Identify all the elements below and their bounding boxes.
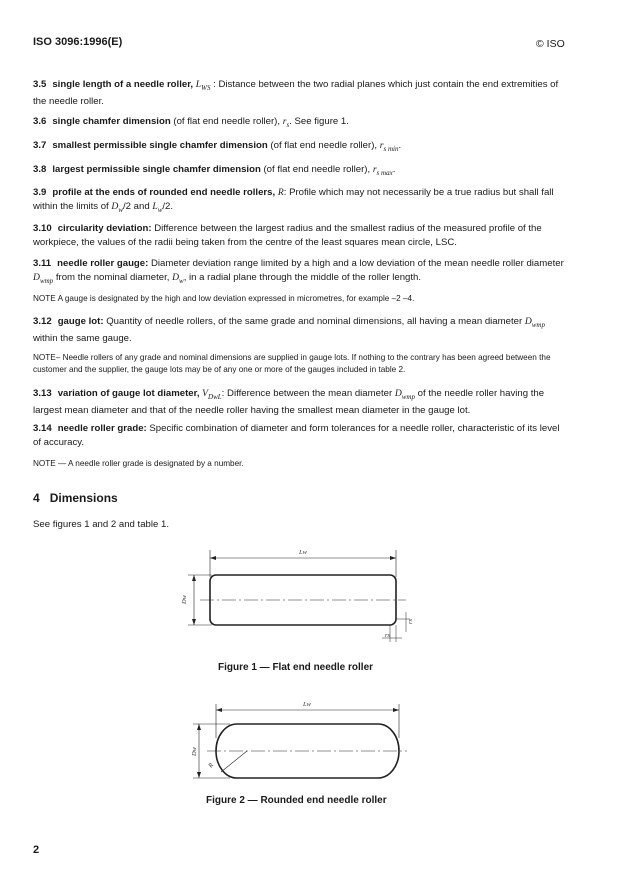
section-intro: See figures 1 and 2 and table 1. <box>33 519 170 530</box>
section-heading: 4 Dimensions <box>33 491 118 505</box>
clause-3-14: 3.14 needle roller grade: Specific combination of diameter and form tolerances for a needle roller, characteristic of its level of accuracy. <box>33 423 560 448</box>
clause-3-11: 3.11 needle roller gauge: Diameter deviation range limited by a high and a low deviation of the mean needle roller diameter $D_{wmp}$ from the nominal diameter, $D_w$, in a radial plane through the middle of the roller length. <box>33 258 564 285</box>
note-gauge-designation: NOTE A gauge is designated by the high and low deviation expressed in micrometres, for example –2 –4. <box>33 294 415 303</box>
fig1-diameter-label: Dw <box>181 594 188 604</box>
figure-2-caption: Figure 2 — Rounded end needle roller <box>206 795 387 806</box>
clause-3-8: 3.8 largest permissible single chamfer dimension (of flat end needle roller), $r_{s max}$. <box>33 164 396 177</box>
clause-3-7: 3.7 smallest permissible single chamfer dimension (of flat end needle roller), $r_{s min}$. <box>33 140 402 153</box>
document-id: ISO 3096:1996(E) <box>33 36 123 48</box>
fig1-length-label: Lw <box>299 549 307 556</box>
page-number: 2 <box>33 844 40 856</box>
copyright-mark: © ISO <box>536 38 565 50</box>
clause-3-9: 3.9 profile at the ends of rounded end needle rollers, R: Profile which may not necessarily be a true radius but shall fall within the limits of $D_w/2$ and $L_w/2$. <box>33 187 554 214</box>
clause-3-13: 3.13 variation of gauge lot diameter, $V_{DwL}$: Difference between the mean diameter $D_{wmp}$ of the needle roller having the largest mean diameter and that of the needle roller having the smallest mean diameter in the gauge lot. <box>33 388 545 417</box>
clause-3-12: 3.12 gauge lot: Quantity of needle rollers, of the same grade and nominal dimensions, all having a mean diameter $D_{wmp}$ within the same gauge. <box>33 316 545 345</box>
clause-3-5: 3.5 single length of a needle roller, $L_{WS}$ : Distance between the two radial planes which just contain the end extremities of the needle roller. <box>33 79 559 108</box>
fig1-chamfer-label-radial: rs <box>407 618 414 624</box>
figure-1-caption: Figure 1 — Flat end needle roller <box>218 662 374 673</box>
fig2-diameter-label: Dw <box>191 746 198 756</box>
clause-3-10: 3.10 circularity deviation: Difference between the largest radius and the smallest radius of the measured profile of the workpiece, the values of the radii being taken from the centre of the least squares mean circle, LSC. <box>33 223 542 248</box>
fig1-chamfer-label: rs <box>385 632 391 639</box>
figure-1-drawing <box>170 542 420 652</box>
fig2-radius-label: R <box>207 761 216 770</box>
clause-3-6: 3.6 single chamfer dimension (of flat end needle roller), $r_s$. See figure 1. <box>33 116 349 129</box>
fig2-length-label: Lw <box>303 701 311 708</box>
figure-2-drawing <box>185 696 415 788</box>
note-grade-designation: NOTE — A needle roller grade is designated by a number. <box>33 459 244 468</box>
note-gauge-lots: NOTE– Needle rollers of any grade and nominal dimensions are supplied in gauge lots. If nothing to the contrary has been agreed between the customer and the supplier, the gauge lots may be of any one or more of the gauges included in table 2. <box>33 353 551 374</box>
